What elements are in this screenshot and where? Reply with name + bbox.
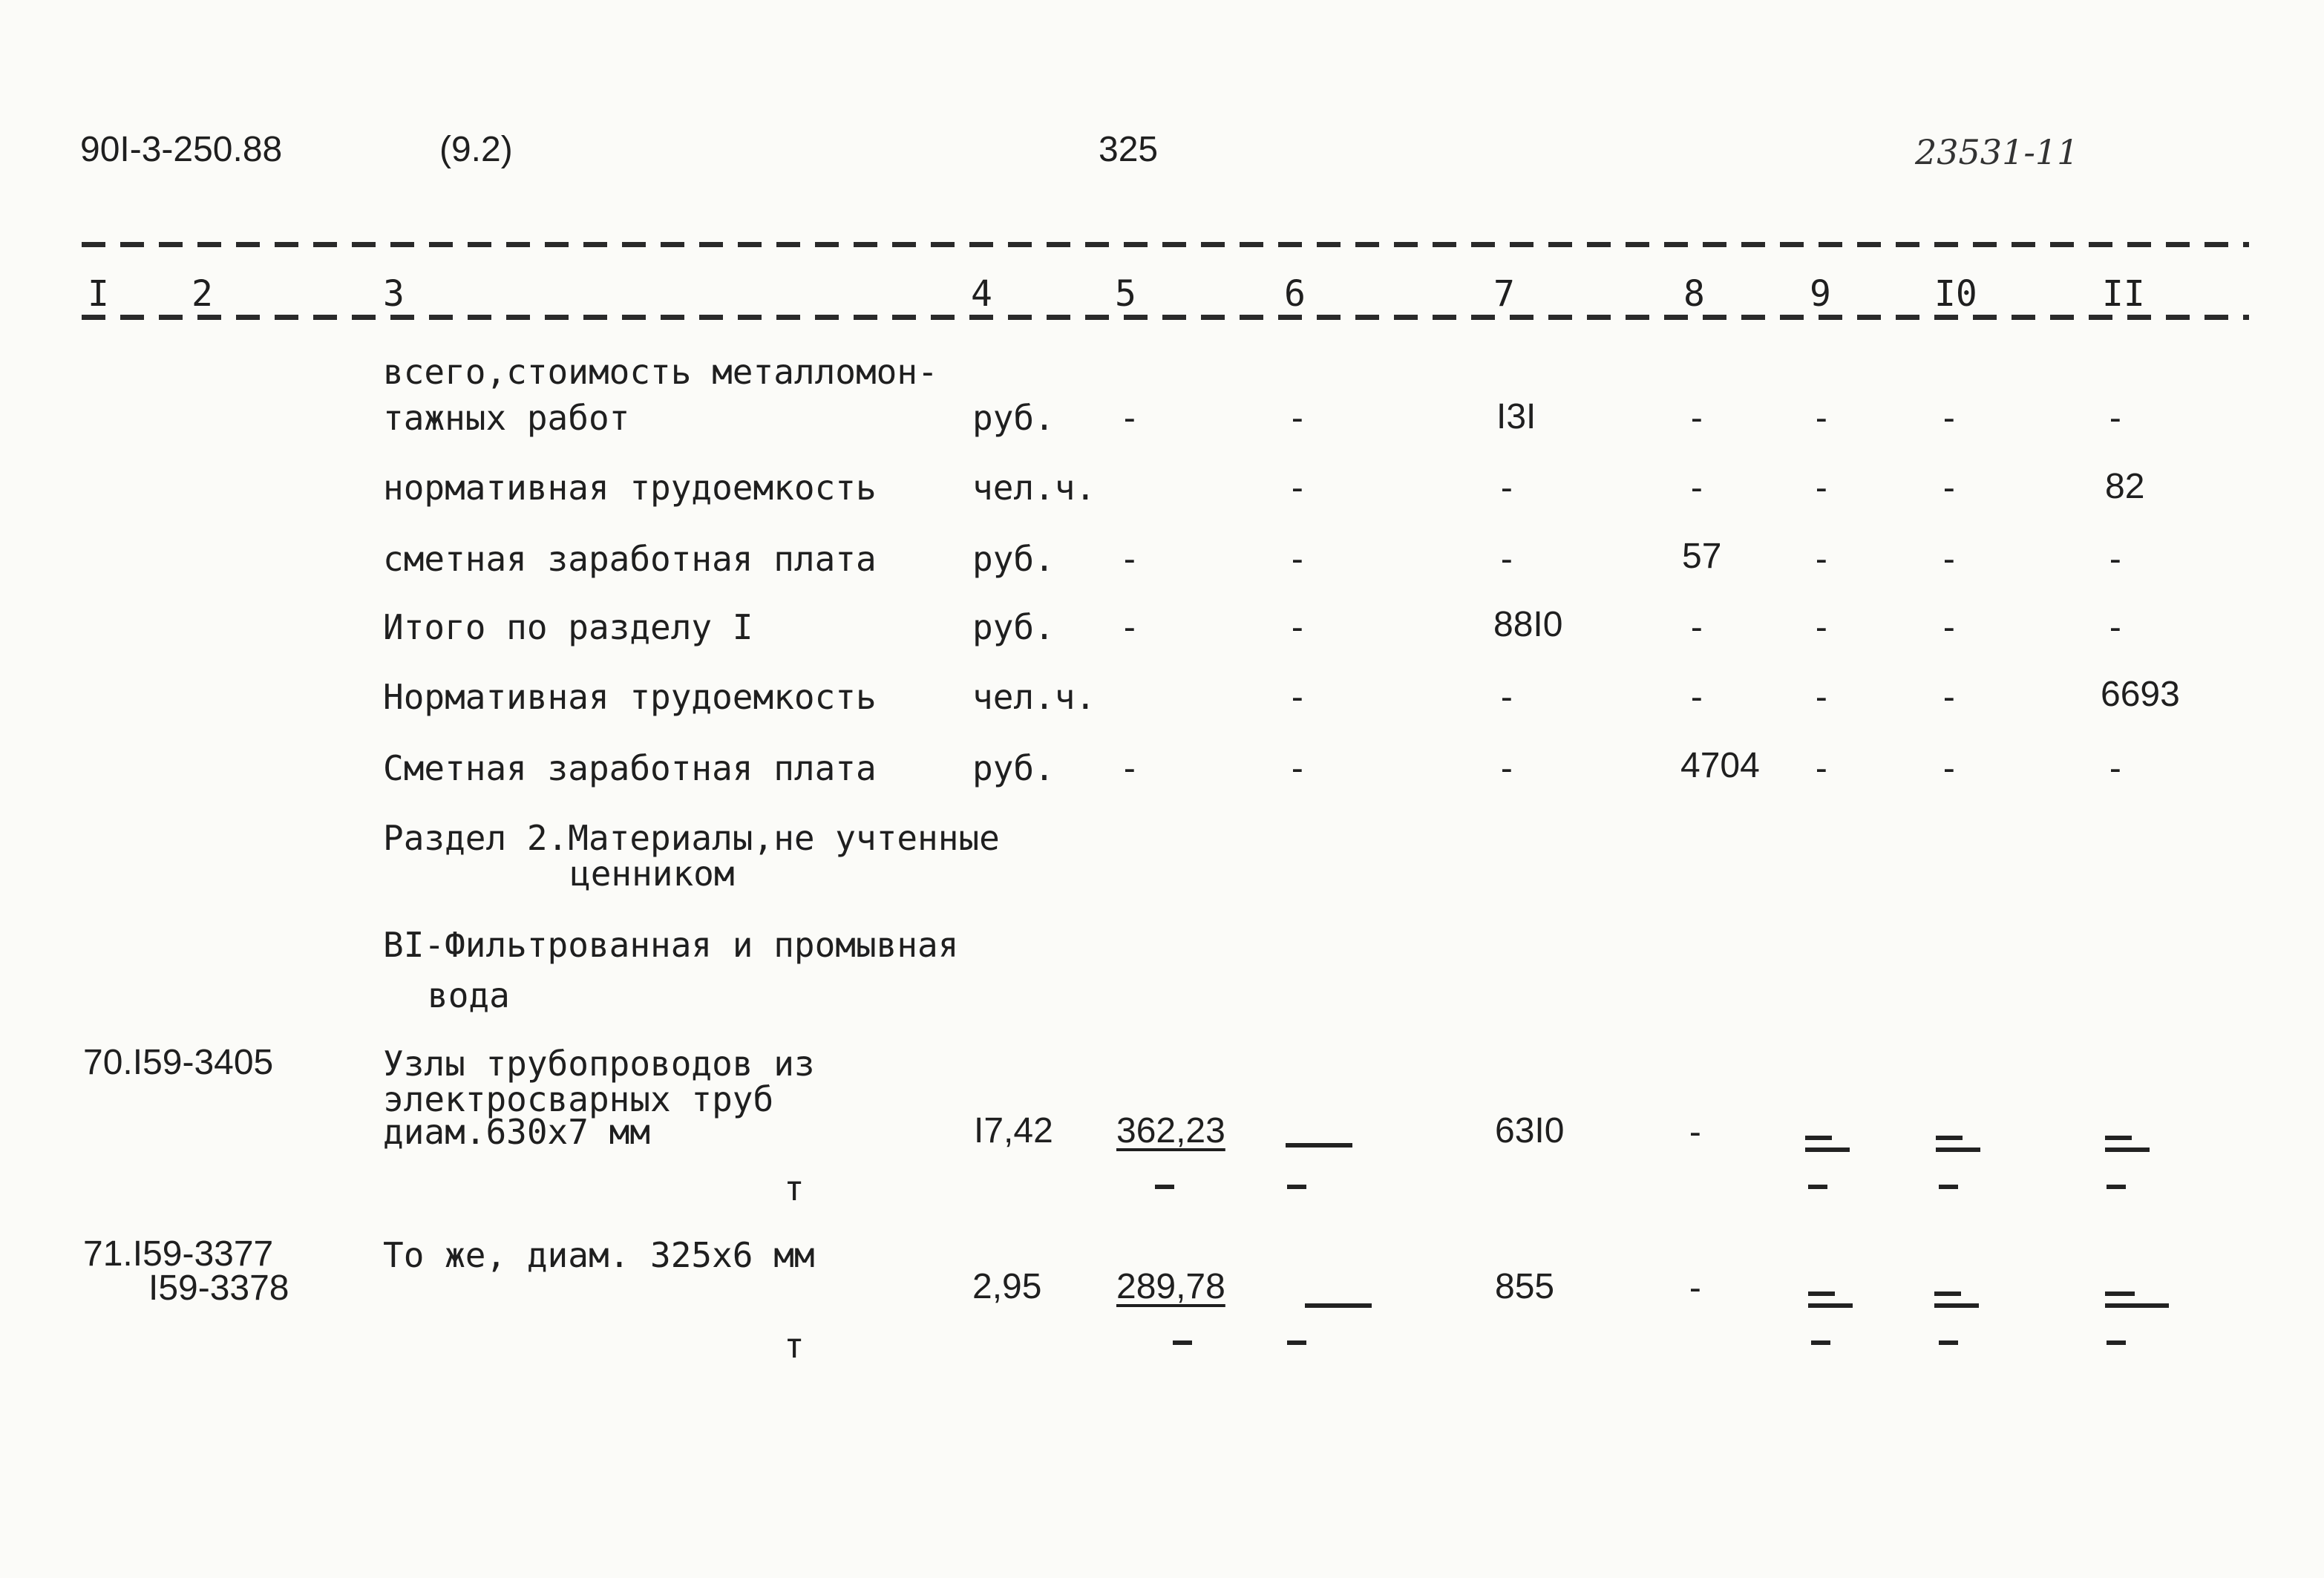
- cell-col7: -: [1496, 468, 1517, 508]
- item-description: Узлы трубопроводов из: [383, 1044, 815, 1084]
- cell-col11: -: [2105, 539, 2126, 579]
- cell-col8: 4704: [1680, 746, 1760, 785]
- dash-col11-sub: [2107, 1185, 2126, 1189]
- dash-col9-lower: [1808, 1303, 1853, 1308]
- cell-col11: -: [2105, 748, 2126, 788]
- cell-col10: -: [1939, 607, 1960, 647]
- cell-col7: -: [1496, 539, 1517, 579]
- cell-col8: -: [1685, 1112, 1706, 1152]
- dash-col10-upper: [1936, 1136, 1963, 1140]
- cell-col6: -: [1287, 468, 1308, 508]
- item-quantity: I7,42: [974, 1111, 1053, 1150]
- group-title: BI-Фильтрованная и промывная: [383, 925, 959, 965]
- section-total-label: Итого по разделу I: [383, 607, 753, 647]
- header-top-rule: [82, 242, 2249, 247]
- group-title-continued: вода: [428, 975, 510, 1015]
- row-name: Сметная заработная плата: [383, 748, 877, 788]
- row-unit: руб.: [972, 539, 1055, 579]
- cell-col6: -: [1287, 607, 1308, 647]
- dash-col11-upper: [2105, 1136, 2132, 1140]
- cell-col7: 88I0: [1493, 605, 1563, 644]
- dash-col9-sub: [1811, 1340, 1830, 1345]
- cell-col9: -: [1811, 748, 1832, 788]
- cell-col9: -: [1811, 607, 1832, 647]
- cell-col11: 6693: [2101, 675, 2180, 714]
- dash-col10-upper: [1934, 1291, 1961, 1296]
- dash-col10-lower: [1934, 1303, 1979, 1308]
- cell-col7: -: [1496, 677, 1517, 717]
- column-number-7: 7: [1493, 273, 1515, 315]
- column-number-4: 4: [971, 273, 992, 315]
- dash-col6-lower: [1287, 1340, 1306, 1345]
- document-code: 90I-3-250.88: [80, 130, 283, 169]
- item-number-continued: I59-3378: [148, 1268, 289, 1308]
- row-name-continued: тажных работ: [383, 398, 630, 438]
- cell-col10: -: [1939, 748, 1960, 788]
- column-number-9: 9: [1810, 273, 1831, 315]
- cell-col8: -: [1686, 607, 1707, 647]
- dash-col9-upper: [1808, 1291, 1835, 1296]
- cell-col10: -: [1939, 398, 1960, 438]
- item-quantity: 2,95: [972, 1267, 1042, 1306]
- row-unit: руб.: [972, 748, 1055, 788]
- cell-col8: -: [1686, 398, 1707, 438]
- item-unit-price: 362,23: [1116, 1111, 1225, 1150]
- cell-col10: -: [1939, 677, 1960, 717]
- row-unit: чел.ч.: [972, 677, 1096, 717]
- dash-col10-lower: [1936, 1148, 1980, 1152]
- cell-col6: -: [1287, 539, 1308, 579]
- dash-col11-upper: [2105, 1291, 2135, 1296]
- cell-col9: -: [1811, 398, 1832, 438]
- item-description-continued: электросварных труб: [383, 1079, 774, 1119]
- column-number-8: 8: [1683, 273, 1705, 315]
- item-description: То же, диам. 325х6 мм: [383, 1235, 815, 1275]
- cell-col6: -: [1287, 677, 1308, 717]
- row-unit: руб.: [972, 398, 1055, 438]
- dash-col11-lower: [2105, 1148, 2150, 1152]
- item-unit-price: 289,78: [1116, 1267, 1225, 1306]
- cell-col10: -: [1939, 468, 1960, 508]
- cell-col5: -: [1119, 607, 1140, 647]
- item-cost: 63I0: [1495, 1111, 1565, 1150]
- section-2-title: Раздел 2.Материалы,не учтенные: [383, 818, 1000, 858]
- cell-col5: -: [1119, 398, 1140, 438]
- cell-col11: 82: [2105, 467, 2145, 506]
- item-number: 71.I59-3377: [83, 1234, 274, 1274]
- row-name: сметная заработная плата: [383, 539, 877, 579]
- item-unit: т: [784, 1326, 805, 1366]
- row-unit: руб.: [972, 607, 1055, 647]
- cell-col10: -: [1939, 539, 1960, 579]
- cell-col6: -: [1287, 748, 1308, 788]
- dash-col10-sub: [1939, 1340, 1958, 1345]
- page-number: 325: [1099, 130, 1159, 169]
- column-number-6: 6: [1284, 273, 1306, 315]
- cell-col9: -: [1811, 468, 1832, 508]
- dash-col6-lower: [1287, 1185, 1306, 1189]
- cell-col8: 57: [1682, 537, 1722, 576]
- section-2-title-continued: ценником: [570, 854, 735, 894]
- dash-col11-lower: [2105, 1303, 2169, 1308]
- cell-col9: -: [1811, 677, 1832, 717]
- column-number-5: 5: [1115, 273, 1136, 315]
- column-number-10: I0: [1934, 273, 1977, 315]
- cell-col6: -: [1287, 398, 1308, 438]
- item-number: 70.I59-3405: [83, 1043, 274, 1082]
- archive-stamp: 23531-11: [1915, 132, 2079, 172]
- row-name: нормативная трудоемкость: [383, 468, 877, 508]
- dash-col10-sub: [1939, 1185, 1958, 1189]
- cell-col8: -: [1685, 1268, 1706, 1308]
- item-cost: 855: [1495, 1267, 1555, 1306]
- row-name: всего,стоимость металломон-: [383, 352, 938, 392]
- column-number-1: I: [88, 273, 109, 315]
- dash-col9-lower: [1805, 1148, 1850, 1152]
- column-number-3: 3: [383, 273, 405, 315]
- dash-col9-sub: [1808, 1185, 1827, 1189]
- cell-col8: -: [1686, 677, 1707, 717]
- row-name: Нормативная трудоемкость: [383, 677, 877, 717]
- cell-col11: -: [2105, 607, 2126, 647]
- column-number-11: II: [2102, 273, 2145, 315]
- dash-col5-lower: [1173, 1340, 1192, 1345]
- cell-col7: -: [1496, 748, 1517, 788]
- dash-col11-sub: [2107, 1340, 2126, 1345]
- column-number-2: 2: [192, 273, 213, 315]
- dash-col9-upper: [1805, 1136, 1832, 1140]
- cell-col8: -: [1686, 468, 1707, 508]
- cell-col7: I3I: [1496, 397, 1536, 436]
- header-bottom-rule: [82, 315, 2249, 320]
- dash-col6-upper: [1305, 1303, 1372, 1308]
- cell-col5: -: [1119, 748, 1140, 788]
- cell-col11: -: [2105, 398, 2126, 438]
- cell-col5: -: [1119, 539, 1140, 579]
- item-description-size: диам.630х7 мм: [383, 1112, 651, 1152]
- cell-col9: -: [1811, 539, 1832, 579]
- item-unit: т: [784, 1168, 805, 1208]
- dash-col6-upper: [1286, 1143, 1352, 1148]
- section-reference: (9.2): [439, 130, 513, 169]
- dash-col5-lower: [1155, 1185, 1174, 1189]
- row-unit: чел.ч.: [972, 468, 1096, 508]
